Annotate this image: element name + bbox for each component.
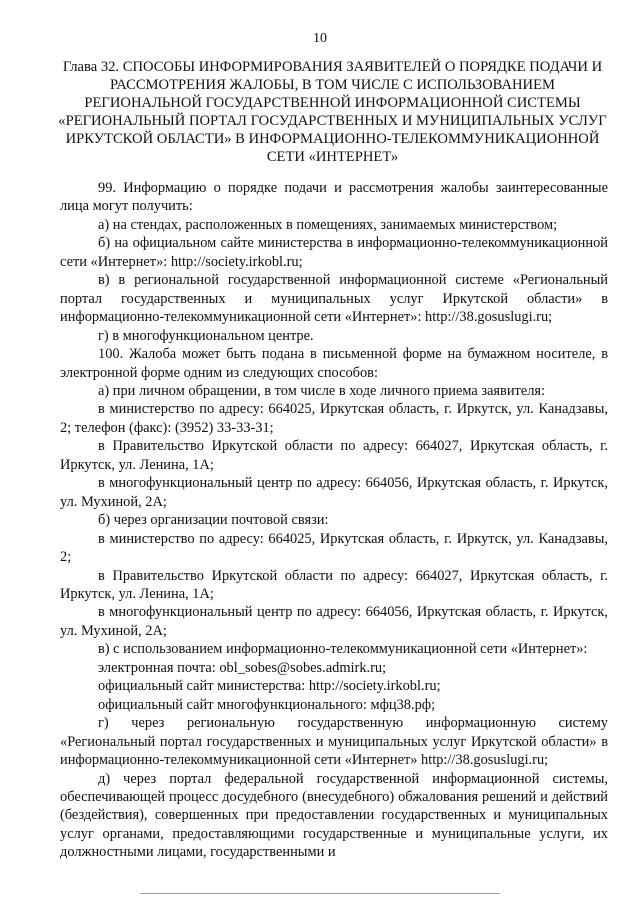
chapter-title: Глава 32. СПОСОБЫ ИНФОРМИРОВАНИЯ ЗАЯВИТЕЛЕЙ О ПОРЯДКЕ ПОДАЧИ И РАССМОТРЕНИЯ ЖАЛОБЫ, В ТОМ ЧИСЛЕ С ИСПОЛЬЗОВАНИЕМ РЕГИОНАЛЬНОЙ ГОСУДАРСТВЕННОЙ ИНФОРМАЦИОННОЙ СИСТЕМЫ «РЕГИОНАЛЬНЫЙ ПОРТАЛ ГОСУДАРСТВЕННЫХ И МУНИЦИПАЛЬНЫХ УСЛУГ ИРКУТСКОЙ ОБЛАСТИ» В ИНФОРМАЦИОННО-ТЕЛЕКОММУНИКАЦИОННОЙ СЕТИ «ИНТЕРНЕТ» bbox=[58, 59, 607, 165]
address-mfc-post: в многофункциональный центр по адресу: 664056, Иркутская область, г. Иркутск, ул. Мухиной, 2А; bbox=[60, 604, 608, 639]
paragraph-100-v: в) с использованием информационно-телекоммуникационной сети «Интернет»: bbox=[98, 641, 588, 658]
document-body bbox=[60, 179, 608, 862]
paragraph-99: 99. Информацию о порядке подачи и рассмотрения жалобы заинтересованные лица могут получить: bbox=[60, 180, 608, 215]
paragraph-99-g: г) в многофункциональном центре. bbox=[98, 327, 314, 344]
address-mfc-personal: в многофункциональный центр по адресу: 664056, Иркутская область, г. Иркутск, ул. Мухиной, 2А; bbox=[60, 475, 608, 510]
paragraph-100: 100. Жалоба может быть подана в письменной форме на бумажном носителе, в электронной форме одним из следующих способов: bbox=[60, 346, 608, 381]
paragraph-99-v: в) в региональной государственной информационной системе «Региональный портал государственных и муниципальных услуг Иркутской области» в информационно-телекоммуникационной сети «Интернет»: http://38.gosuslugi.ru; bbox=[60, 272, 608, 326]
page-number: 10 bbox=[313, 31, 327, 46]
paragraph-99-a: а) на стендах, расположенных в помещениях, занимаемых министерством; bbox=[98, 216, 558, 233]
mfc-site-line: официальный сайт многофункционального: мфц38.рф; bbox=[98, 696, 436, 713]
email-line: электронная почта: obl_sobes@sobes.admirk.ru; bbox=[98, 659, 387, 676]
paragraph-100-d: д) через портал федеральной государственной информационной системы, обеспечивающей процесс досудебного (внесудебного) обжалования решений и действий (бездействия), совершенных при предоставлении государственных и муниципальных услуг органами, предоставляющими государственные и муниципальные услуги, их должностными лицами, государственными и bbox=[60, 770, 608, 861]
address-government-post: в Правительство Иркутской области по адресу: 664027, Иркутская область, г. Иркутск, ул. Ленина, 1А; bbox=[60, 567, 608, 602]
address-ministry-personal: в министерство по адресу: 664025, Иркутская область, г. Иркутск, ул. Канадзавы, 2; телефон (факс): (3952) 33-33-31; bbox=[60, 401, 608, 436]
paragraph-100-a: а) при личном обращении, в том числе в ходе личного приема заявителя: bbox=[98, 382, 546, 399]
address-government-personal: в Правительство Иркутской области по адресу: 664027, Иркутская область, г. Иркутск, ул. Ленина, 1А; bbox=[60, 438, 608, 473]
ministry-site-line: официальный сайт министерства: http://society.irkobl.ru; bbox=[98, 678, 441, 695]
address-ministry-post: в министерство по адресу: 664025, Иркутская область, г. Иркутск, ул. Канадзавы, 2; bbox=[60, 530, 608, 566]
bottom-rule bbox=[140, 893, 500, 894]
paragraph-100-b: б) через организации почтовой связи: bbox=[98, 512, 329, 529]
paragraph-100-g: г) через региональную государственную информационную систему «Региональный портал государственных и муниципальных услуг Иркутской области» в информационно-телекоммуникационной сети «Интернет» http://38.gosuslugi.ru; bbox=[60, 715, 608, 769]
paragraph-99-b: б) на официальном сайте министерства в информационно-телекоммуникационной сети «Интернет»: http://society.irkobl.ru; bbox=[60, 235, 608, 270]
